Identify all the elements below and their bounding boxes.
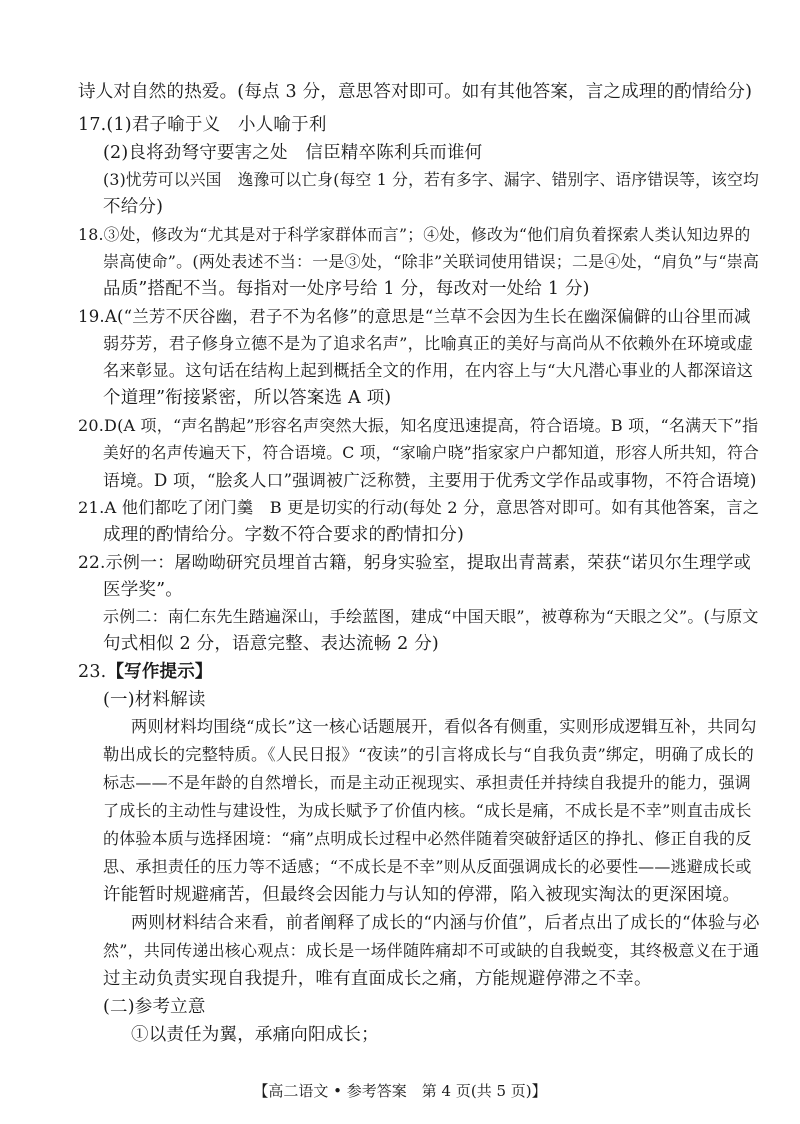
answer-23-number: 23. (78, 662, 107, 682)
section-material-interpretation: (一)材料解读 (103, 690, 206, 710)
interpretation-para-1-line-5: 的体验本质与选择困境：“痛”点明成长过程中必然伴随着突破舒适区的挣扎、修正自我的反 (103, 829, 752, 848)
answer-22-line-2: 医学奖”。 (103, 580, 183, 600)
interpretation-para-2-line-3: 过主动负责实现自我提升，唯有直面成长之痛，方能规避停滞之不幸。 (103, 969, 652, 989)
interpretation-para-1-line-4: 了成长的主动性与建设性，为成长赋予了价值内核。“成长是痛，不成长是不幸”则直击成长 (103, 801, 752, 820)
answer-22-line-3: 示例二：南仁东先生踏遍深山，手绘蓝图，建成“中国天眼”，被尊称为“天眼之父”。(与原文 (103, 607, 759, 626)
answer-16-tail: 诗人对自然的热爱。(每点 3 分，意思答对即可。如有其他答案，言之成理的酌情给分) (78, 82, 753, 102)
answer-19-line-1: 19.A(“兰芳不厌谷幽，君子不为名修”的意思是“兰草不会因为生长在幽深偏僻的山谷里而减 (78, 307, 751, 326)
interpretation-para-2-line-2: 然”，共同传递出核心观点：成长是一场伴随阵痛却不可或缺的自我蜕变，其终极意义在于通 (103, 941, 760, 960)
answer-22-line-1: 22.示例一：屠呦呦研究员埋首古籍，躬身实验室，提取出青蒿素，荣获“诺贝尔生理学或 (78, 553, 751, 573)
answer-18-line-1: 18.③处，修改为“尤其是对于科学家群体而言”；④处，修改为“他们肩负着探索人类认知边界的 (78, 225, 751, 244)
answer-20-line-2: 美好的名声传遍天下，符合语境。C 项，“家喻户晓”指家家户户都知道，形容人所共知，符合 (103, 443, 760, 462)
interpretation-para-1-line-7: 许能暂时规避痛苦，但最终会因能力与认知的停滞，陷入被现实淘汰的更深困境。 (103, 885, 741, 905)
answer-19-line-4: 个道理”衔接紧密，所以答案选 A 项) (103, 388, 392, 408)
reference-theme-item-1: ①以责任为翼，承痛向阳成长； (131, 1025, 379, 1045)
page-footer: 【高二语文 • 参考答案 第 4 页(共 5 页)】 (253, 1082, 547, 1100)
answer-21-line-2: 成理的酌情给分。字数不符合要求的酌情扣分) (103, 525, 465, 545)
answer-20-line-3: 语境。D 项，“脍炙人口”强调被广泛称赞，主要用于优秀文学作品或事物，不符合语境) (103, 470, 757, 490)
answer-18-line-3: 品质”搭配不当。每指对一处序号给 1 分，每改对一处给 1 分) (103, 279, 590, 299)
interpretation-para-1-line-2: 勒出成长的完整特质。《人民日报》“夜读”的引言将成长与“自我负责”绑定，明确了成长的 (103, 745, 755, 764)
answer-18-line-2: 崇高使命”。(两处表述不当：一是③处，“除非”关联词使用错误；二是④处，“肩负”与“崇高 (103, 252, 760, 271)
answer-19-line-2: 弱芬芳，君子修身立德不是为了追求名声”，比喻真正的美好与高尚从不依赖外在环境或虚 (103, 334, 754, 353)
answer-19-line-3: 名来彰显。这句话在结构上起到概括全文的作用，在内容上与“大凡潜心事业的人都深谙这 (103, 361, 754, 380)
interpretation-para-1-line-1: 两则材料均围绕“成长”这一核心话题展开，看似各有侧重，实则形成逻辑互补，共同勾 (131, 717, 757, 736)
writing-tips-heading: 【写作提示】 (106, 662, 213, 682)
answer-20-line-1: 20.D(A 项，“声名鹊起”形容名声突然大振，知名度迅速提高，符合语境。B 项，“名满天下”指 (78, 416, 759, 435)
answer-17-line-1: 17.(1)君子喻于义 小人喻于利 (78, 115, 327, 135)
interpretation-para-1-line-3: 标志——不是年龄的自然增长，而是主动正视现实、承担责任并持续自我提升的能力，强调 (103, 773, 752, 792)
answer-17-line-4: 不给分) (103, 197, 164, 217)
interpretation-para-1-line-6: 思、承担责任的压力等不适感；“不成长是不幸”则从反面强调成长的必要性——逃避成长或 (103, 857, 752, 876)
answer-21-line-1: 21.A 他们都吃了闭门羹 B 更是切实的行动(每处 2 分，意思答对即可。如有其他答案，言之 (78, 498, 760, 517)
interpretation-para-2-line-1: 两则材料结合来看，前者阐释了成长的“内涵与价值”，后者点出了成长的“体验与必 (131, 913, 760, 933)
answer-23-heading-row (78, 660, 213, 684)
answer-17-line-2: (2)良将劲弩守要害之处 信臣精卒陈利兵而谁何 (103, 143, 483, 163)
answer-17-line-3: (3)忧劳可以兴国 逸豫可以亡身(每空 1 分，若有多字、漏字、错别字、语序错误等，该空均 (103, 170, 759, 189)
section-reference-theme: (二)参考立意 (103, 997, 206, 1017)
answer-22-line-4: 句式相似 2 分，语意完整、表达流畅 2 分) (103, 634, 439, 654)
